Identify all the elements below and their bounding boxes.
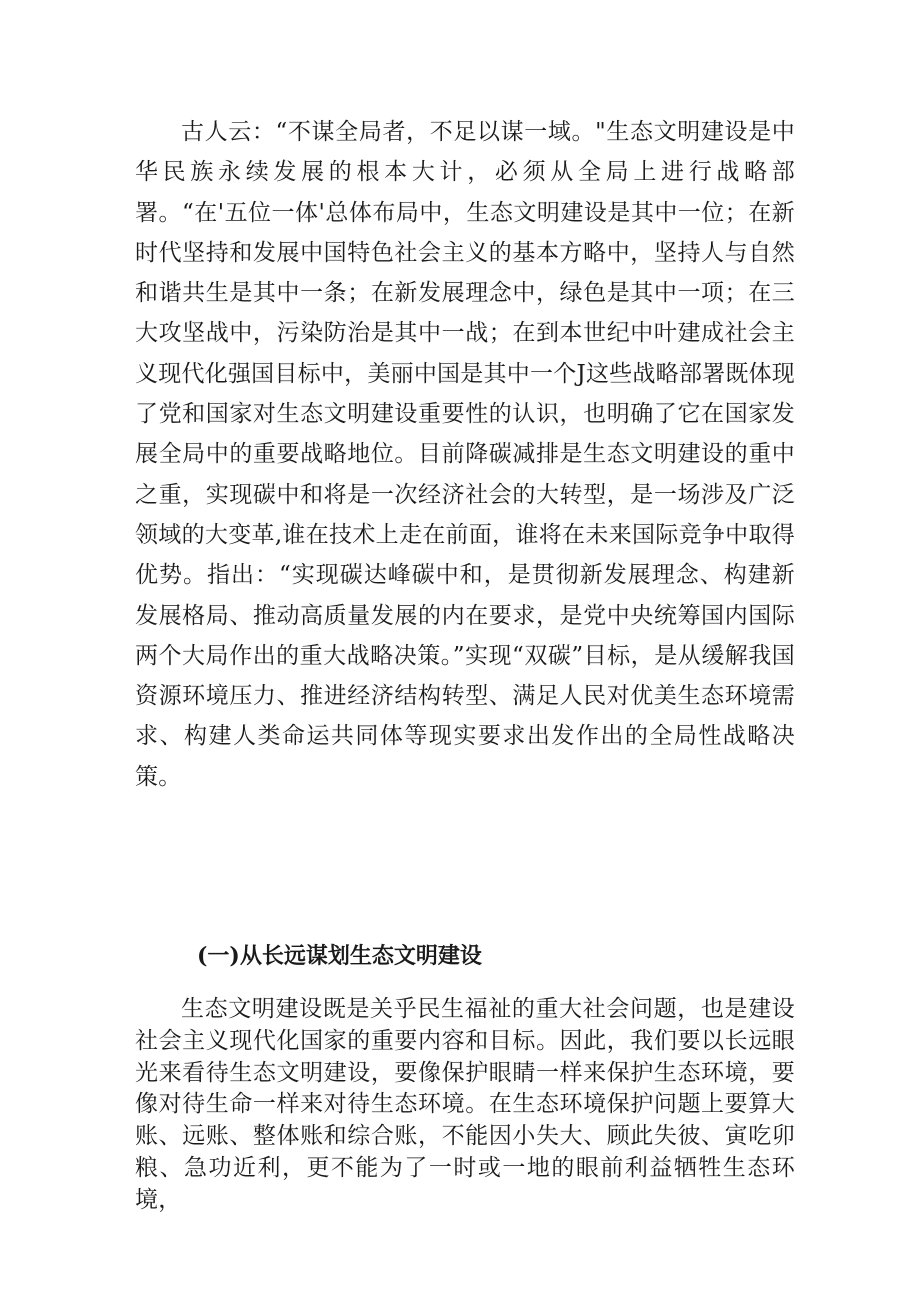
- body-paragraph-1: 古人云：“不谋全局者，不足以谋一域。"生态文明建设是中华民族永续发展的根本大计，必须从全局上进行战略部署。“在'五位一体'总体布局中，生态文明建设是其中一位；在新时代坚持和发展中国特色社会主义的基本方略中，坚持人与自然和谐共生是其中一条；在新发展理念中，绿色是其中一项；在三大攻坚战中，污染防治是其中一战；在到本世纪中叶建成社会主义现代化强国目标中，美丽中国是其中一个J这些战略部署既体现了党和国家对生态文明建设重要性的认识，也明确了它在国家发展全局中的重要战略地位。目前降碳减排是生态文明建设的重中之重，实现碳中和将是一次经济社会的大转型，是一场涉及广泛领域的大变革,谁在技术上走在前面，谁将在未来国际竞争中取得优势。指出：“实现碳达峰碳中和，是贯彻新发展理念、构建新发展格局、推动高质量发展的内在要求，是党中央统筹国内国际两个大局作出的重大战略决策。”实现“双碳”目标，是从缓解我国资源环境压力、推进经济结构转型、满足人民对优美生态环境需求、构建人类命运共同体等现实要求出发作出的全局性战略决策。: [135, 119, 795, 790]
- section-heading: (一)从长远谋划生态文明建设: [197, 943, 482, 969]
- body-paragraph-2: 生态文明建设既是关乎民生福祉的重大社会问题，也是建设社会主义现代化国家的重要内容和目标。因此，我们要以长远眼光来看待生态文明建设，要像保护眼睛一样来保护生态环境，要像对待生命一样来对待生态环境。在生态环境保护问题上要算大账、远账、整体账和综合账，不能因小失大、顾此失彼、寅吃卯粮、急功近利，更不能为了一时或一地的眼前利益牺牲生态环境，: [135, 996, 795, 1213]
